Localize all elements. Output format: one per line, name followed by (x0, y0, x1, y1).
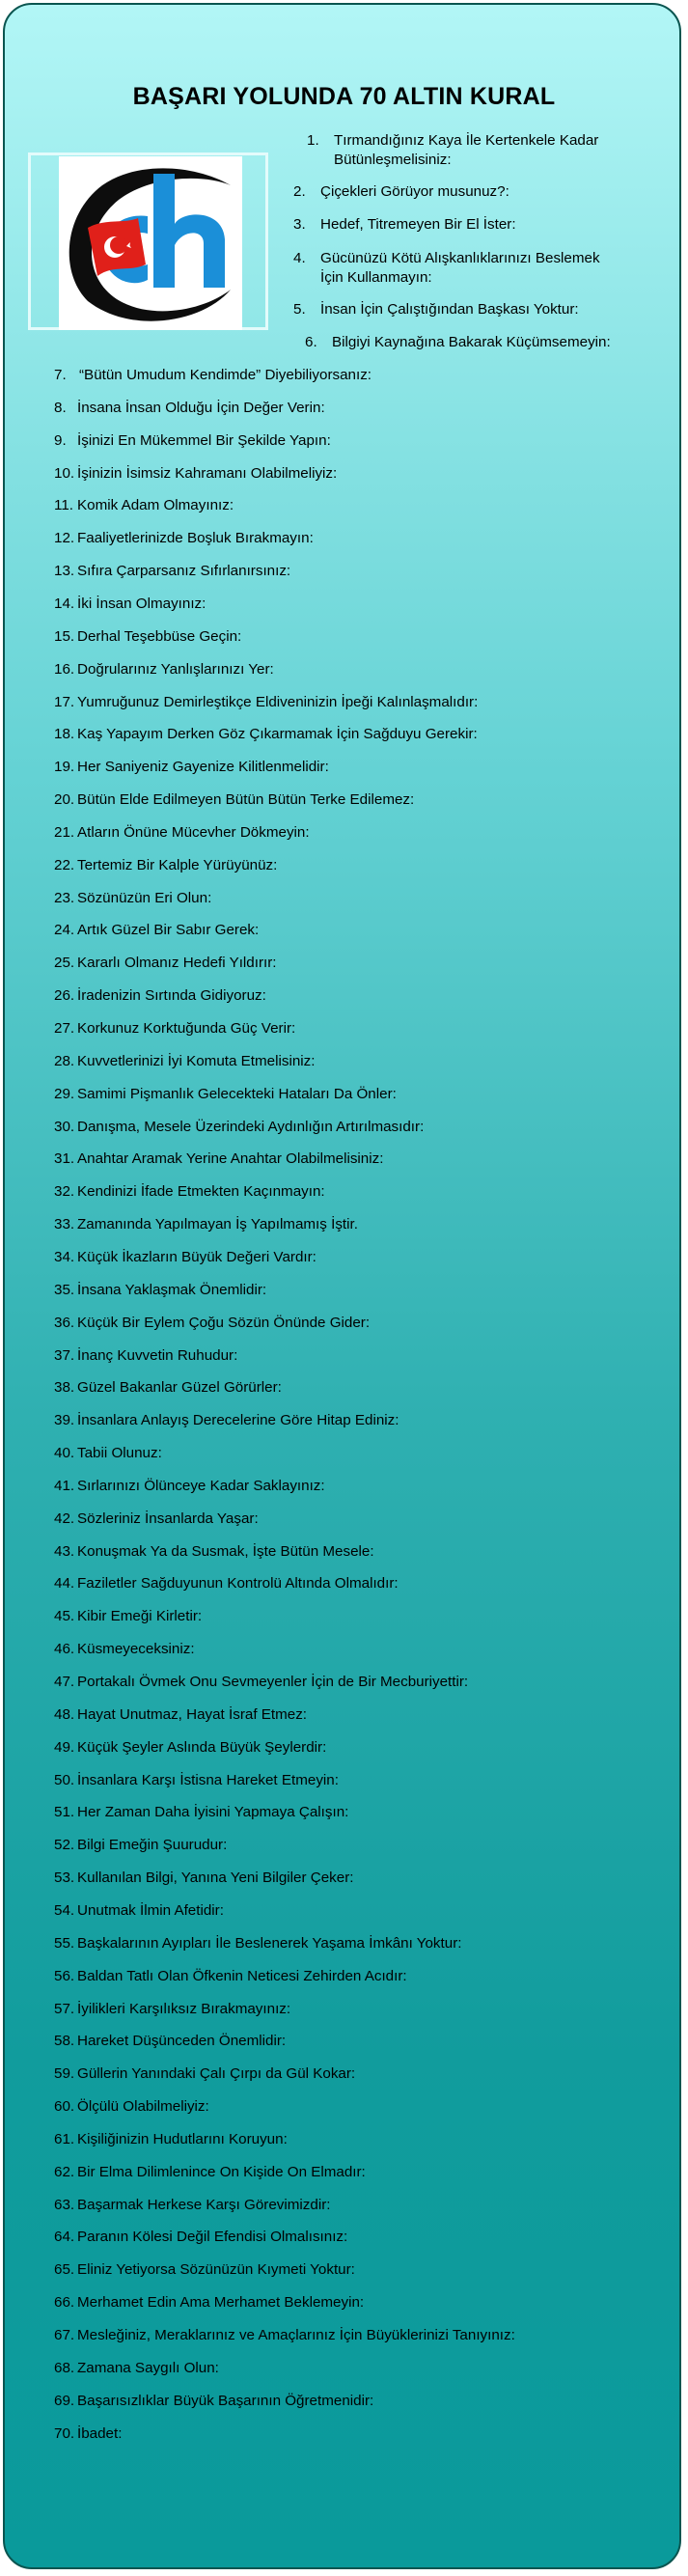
rule-text: Güzel Bakanlar Güzel Görürler: (77, 1379, 282, 1397)
rule-text: Zamanında Yapılmayan İş Yapılmamış İştir. (77, 1216, 358, 1233)
rule-text: “Bütün Umudum Kendimde” Diyebiliyorsanız: (79, 367, 372, 383)
rule-number: 28. (54, 1052, 75, 1069)
rule-number: 68. (54, 2359, 75, 2376)
rule-number: 19. (54, 759, 75, 776)
rule-text: Eliniz Yetiyorsa Sözünüzün Kıymeti Yoktur: (77, 2261, 355, 2279)
rule-number: 15. (54, 627, 75, 645)
rule-number: 18. (54, 726, 75, 743)
rule-number: 8. (54, 399, 67, 416)
rule-text: Unutmak İlmin Afetidir: (77, 1901, 224, 1919)
rule-text: Kullanılan Bilgi, Yanına Yeni Bilgiler Çeker: (77, 1870, 354, 1887)
rule-text: Anahtar Aramak Yerine Anahtar Olabilmelisiniz: (77, 1150, 384, 1168)
rule-number: 34. (54, 1248, 75, 1265)
page-title: BAŞARI YOLUNDA 70 ALTIN KURAL (132, 83, 556, 110)
rule-text: Sıfıra Çarparsanız Sıfırlanırsınız: (77, 563, 291, 580)
rule-number: 41. (54, 1477, 75, 1494)
rule-text: Küsmeyeceksiniz: (77, 1641, 195, 1658)
rule-number: 31. (54, 1150, 75, 1168)
rule-text: İnsanlara Anlayış Derecelerine Göre Hitap Ediniz: (77, 1412, 399, 1429)
rule-number: 11. (54, 497, 73, 514)
rule-number: 61. (54, 2130, 75, 2147)
rule-number: 42. (54, 1510, 75, 1527)
rule-number: 44. (54, 1575, 75, 1593)
rule-number: 10. (54, 464, 75, 482)
rule-text: İşinizin İsimsiz Kahramanı Olabilmeliyiz: (77, 464, 338, 482)
rule-text: Tırmandığınız Kaya İle Kertenkele Kadar Bütünleşmelisiniz: (334, 132, 599, 168)
rule-number: 13. (54, 563, 75, 580)
rule-text: Küçük İkazların Büyük Değeri Vardır: (77, 1248, 316, 1265)
rule-number: 55. (54, 1934, 75, 1952)
rule-number: 21. (54, 823, 75, 841)
rule-number: 63. (54, 2196, 75, 2213)
rule-number: 30. (54, 1118, 75, 1135)
rule-number: 64. (54, 2229, 75, 2246)
rule-text: Faziletler Sağduyunun Kontrolü Altında Olmalıdır: (77, 1575, 399, 1593)
rule-number: 29. (54, 1085, 75, 1102)
rule-number: 26. (54, 987, 75, 1005)
rule-number: 53. (54, 1870, 75, 1887)
rule-text: Her Zaman Daha İyisini Yapmaya Çalışın: (77, 1804, 349, 1821)
rule-text: Merhamet Edin Ama Merhamet Beklemeyin: (77, 2294, 365, 2312)
rule-text: İnsana Yaklaşmak Önemlidir: (77, 1281, 267, 1298)
rule-number: 51. (54, 1804, 75, 1821)
rule-text: İşinizi En Mükemmel Bir Şekilde Yapın: (77, 431, 331, 449)
rule-text: Sırlarınızı Ölünceye Kadar Saklayınız: (77, 1477, 325, 1494)
rule-text: Kibir Emeği Kirletir: (77, 1608, 203, 1625)
rule-text: Küçük Şeyler Aslında Büyük Şeylerdir: (77, 1738, 327, 1756)
rule-text: Konuşmak Ya da Susmak, İşte Bütün Mesele: (77, 1542, 374, 1560)
rule-number: 46. (54, 1641, 75, 1658)
rule-number: 54. (54, 1901, 75, 1919)
rule-text: Faaliyetlerinizde Boşluk Bırakmayın: (77, 530, 314, 547)
rule-text: İnsana İnsan Olduğu İçin Değer Verin: (77, 399, 325, 416)
rule-number: 43. (54, 1542, 75, 1560)
rule-text: Bilgiyi Kaynağına Bakarak Küçümsemeyin: (332, 334, 611, 350)
rule-number: 57. (54, 2000, 75, 2017)
rule-text: Artık Güzel Bir Sabır Gerek: (77, 922, 260, 939)
dh-logo-icon (59, 156, 242, 330)
rule-text: Kararlı Olmanız Hedefi Yıldırır: (77, 955, 277, 972)
rule-number: 6. (305, 334, 317, 350)
rule-text: Bilgi Emeğin Şuurudur: (77, 1837, 228, 1854)
rule-number: 38. (54, 1379, 75, 1397)
rule-text: Çiçekleri Görüyor musunuz?: (320, 183, 509, 200)
rule-text: Kaş Yapayım Derken Göz Çıkarmamak İçin Sağduyu Gerekir: (77, 726, 478, 743)
rule-text: İki İnsan Olmayınız: (77, 595, 206, 612)
rule-text: Bütün Elde Edilmeyen Bütün Bütün Terke Edilemez: (77, 791, 415, 809)
rule-text: Güllerin Yanındaki Çalı Çırpı da Gül Kokar: (77, 2065, 356, 2083)
rule-text: Atların Önüne Mücevher Dökmeyin: (77, 823, 310, 841)
rule-number: 2. (293, 183, 306, 200)
rule-number: 45. (54, 1608, 75, 1625)
rule-number: 47. (54, 1674, 75, 1690)
rule-number: 3. (293, 216, 306, 233)
rule-text: Derhal Teşebbüse Geçin: (77, 627, 242, 645)
rule-number: 59. (54, 2065, 75, 2083)
rule-text: İradenizin Sırtında Gidiyoruz: (77, 987, 266, 1005)
rule-text: Doğrularınız Yanlışlarınızı Yer: (77, 660, 274, 678)
rule-number: 66. (54, 2294, 75, 2312)
rule-text: İnsan İçin Çalıştığından Başkası Yoktur: (320, 301, 579, 318)
rule-text: Hareket Düşünceden Önemlidir: (77, 2033, 287, 2050)
rule-number: 7. (54, 367, 67, 383)
rule-text: Mesleğiniz, Meraklarınız ve Amaçlarınız İçin Büyüklerinizi Tanıyınız: (77, 2327, 515, 2343)
rule-text: Hedef, Titremeyen Bir El İster: (320, 216, 516, 233)
rule-text: İbadet: (77, 2424, 123, 2442)
rule-text: Baldan Tatlı Olan Öfkenin Neticesi Zehirden Acıdır: (77, 1967, 407, 1984)
rule-number: 40. (54, 1445, 75, 1462)
rule-text: Başarısızlıklar Büyük Başarının Öğretmenidir: (77, 2392, 374, 2409)
rule-number: 20. (54, 791, 75, 809)
rule-text: Küçük Bir Eylem Çoğu Sözün Önünde Gider: (77, 1314, 371, 1331)
rule-number: 1. (307, 132, 319, 149)
rule-number: 14. (54, 595, 75, 612)
rule-text: Portakalı Övmek Onu Sevmeyenler İçin de Bir Mecburiyettir: (77, 1674, 469, 1690)
rule-text: Hayat Unutmaz, Hayat İsraf Etmez: (77, 1705, 308, 1723)
rule-number: 35. (54, 1281, 75, 1298)
rule-text: Kendinizi İfade Etmekten Kaçınmayın: (77, 1183, 325, 1201)
rule-number: 17. (54, 693, 75, 710)
rule-number: 36. (54, 1314, 75, 1331)
rule-text: İyilikleri Karşılıksız Bırakmayınız: (77, 2000, 291, 2017)
rule-number: 67. (54, 2327, 75, 2343)
rule-text: Samimi Pişmanlık Gelecekteki Hataları Da Önler: (77, 1085, 397, 1102)
rule-number: 39. (54, 1412, 75, 1429)
rule-number: 27. (54, 1020, 75, 1037)
rule-text: İnsanlara Karşı İstisna Hareket Etmeyin: (77, 1771, 339, 1788)
rule-number: 58. (54, 2033, 75, 2050)
rule-text: Yumruğunuz Demirleştikçe Eldiveninizin İpeği Kalınlaşmalıdır: (77, 693, 479, 710)
rule-text: Kişiliğinizin Hudutlarını Koruyun: (77, 2130, 288, 2147)
rule-text: Gücünüzü Kötü Alışkanlıklarınızı Beslemek İçin Kullanmayın: (320, 250, 600, 286)
rule-text: Başarmak Herkese Karşı Görevimizdir: (77, 2196, 331, 2213)
rule-number: 52. (54, 1837, 75, 1854)
rule-number: 5. (293, 301, 306, 318)
rule-number: 22. (54, 856, 75, 873)
rule-number: 4. (293, 250, 306, 266)
rule-text: Korkunuz Korktuğunda Güç Verir: (77, 1020, 296, 1037)
rule-number: 70. (54, 2424, 75, 2442)
rule-text: Ölçülü Olabilmeliyiz: (77, 2098, 209, 2116)
rule-text: Bir Elma Dilimlenince On Kişide On Elmadır: (77, 2163, 366, 2180)
rule-number: 9. (54, 431, 67, 449)
rule-number: 65. (54, 2261, 75, 2279)
rule-text: Komik Adam Olmayınız: (77, 497, 234, 514)
rule-number: 25. (54, 955, 75, 972)
rule-text: Kuvvetlerinizi İyi Komuta Etmelisiniz: (77, 1052, 316, 1069)
rule-text: Zamana Saygılı Olun: (77, 2359, 219, 2376)
rule-text: Başkalarının Ayıpları İle Beslenerek Yaşama İmkânı Yoktur: (77, 1934, 462, 1952)
rule-text: Her Saniyeniz Gayenize Kilitlenmelidir: (77, 759, 329, 776)
rule-number: 32. (54, 1183, 75, 1201)
rule-number: 62. (54, 2163, 75, 2180)
rule-number: 37. (54, 1346, 75, 1364)
rule-text: Danışma, Mesele Üzerindeki Aydınlığın Artırılmasıdır: (77, 1118, 425, 1135)
rule-text: Tabii Olunuz: (77, 1445, 162, 1462)
rule-number: 60. (54, 2098, 75, 2116)
rule-number: 69. (54, 2392, 75, 2409)
rule-text: Sözleriniz İnsanlarda Yaşar: (77, 1510, 259, 1527)
rule-text: Paranın Kölesi Değil Efendisi Olmalısınız: (77, 2229, 348, 2246)
rule-number: 50. (54, 1771, 75, 1788)
rule-number: 56. (54, 1967, 75, 1984)
rule-number: 49. (54, 1738, 75, 1756)
rule-number: 24. (54, 922, 75, 939)
rule-number: 16. (54, 660, 75, 678)
rule-text: Tertemiz Bir Kalple Yürüyünüz: (77, 856, 278, 873)
logo (59, 156, 242, 330)
rule-number: 23. (54, 889, 75, 906)
rule-number: 33. (54, 1216, 75, 1233)
rule-number: 12. (54, 530, 75, 547)
rule-text: İnanç Kuvvetin Ruhudur: (77, 1346, 238, 1364)
rule-text: Sözünüzün Eri Olun: (77, 889, 212, 906)
rule-number: 48. (54, 1705, 75, 1723)
